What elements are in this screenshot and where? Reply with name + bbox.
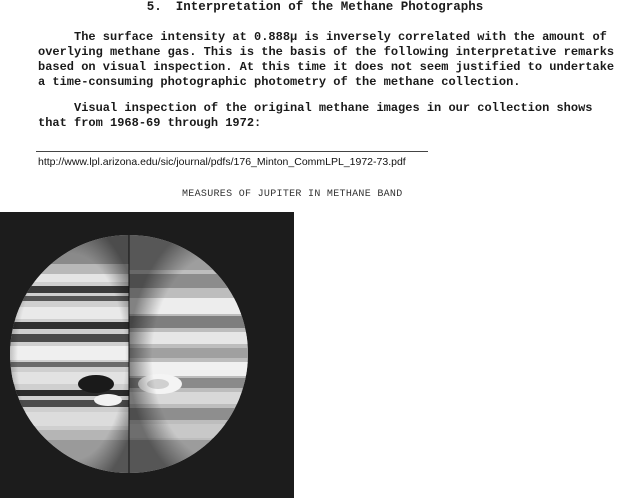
paragraph-visual-inspection — [38, 101, 623, 131]
footnote-divider — [36, 151, 428, 152]
paragraph-line: that from 1968-69 through 1972: — [38, 116, 262, 130]
paragraph-line: The surface intensity at 0.888μ is inversely correlated with the amount of — [74, 30, 607, 44]
paragraph-line: Visual inspection of the original methane images in our collection shows — [74, 101, 593, 115]
section-number: 5. — [146, 0, 162, 14]
paragraph-intensity-correlation — [38, 30, 623, 90]
section-heading — [0, 0, 630, 14]
paragraph-line: overlying methane gas. This is the basis of the following interpretative remarks — [38, 45, 615, 59]
jupiter-photo — [0, 212, 294, 498]
figure-title: MEASURES OF JUPITER IN METHANE BAND — [182, 189, 403, 200]
paragraph-line: based on visual inspection. At this time it does not seem justified to undertake — [38, 60, 615, 74]
paragraph-line: a time-consuming photographic photometry of the methane collection. — [38, 75, 521, 89]
section-title: Interpretation of the Methane Photographs — [175, 0, 484, 14]
source-url: http://www.lpl.arizona.edu/sic/journal/pdfs/176_Minton_CommLPL_1972-73.pdf — [38, 156, 406, 168]
